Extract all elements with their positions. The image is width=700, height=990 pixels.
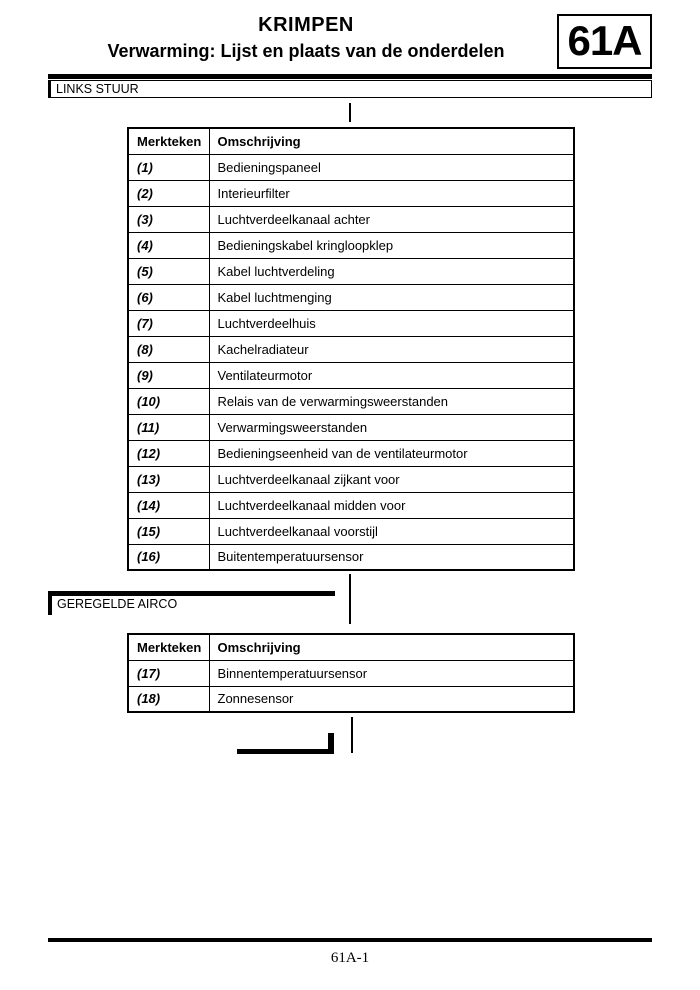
connector-line-top — [349, 103, 351, 122]
part-description: Verwarmingsweerstanden — [209, 414, 574, 440]
section-label: GEREGELDE AIRCO — [57, 597, 178, 611]
part-mark: (5) — [128, 258, 209, 284]
part-mark: (15) — [128, 518, 209, 544]
section-banner-geregelde-airco — [48, 591, 335, 615]
part-description: Luchtverdeelkanaal voorstijl — [209, 518, 574, 544]
part-description: Luchtverdeelkanaal zijkant voor — [209, 466, 574, 492]
table-row — [128, 388, 574, 414]
column-header-merkteken: Merkteken — [128, 634, 209, 660]
table-row — [128, 660, 574, 686]
table-row — [128, 414, 574, 440]
part-description: Bedieningspaneel — [209, 154, 574, 180]
table-row — [128, 492, 574, 518]
part-mark: (10) — [128, 388, 209, 414]
part-description: Ventilateurmotor — [209, 362, 574, 388]
section-label: LINKS STUUR — [56, 82, 139, 96]
section-banner-links-stuur — [48, 80, 652, 98]
page-title: Verwarming: Lijst en plaats van de onderdelen — [107, 41, 505, 61]
part-description: Interieurfilter — [209, 180, 574, 206]
table-row — [128, 284, 574, 310]
part-mark: (4) — [128, 232, 209, 258]
table-row — [128, 466, 574, 492]
part-description: Bedieningseenheid van de ventilateurmotor — [209, 440, 574, 466]
connector-line-bottom — [351, 717, 353, 753]
connector-line-middle — [349, 574, 351, 624]
part-mark: (1) — [128, 154, 209, 180]
column-header-merkteken: Merkteken — [128, 128, 209, 154]
table-header-row — [128, 634, 574, 660]
figure-bracket-mark — [237, 733, 334, 754]
table-row — [128, 154, 574, 180]
part-mark: (16) — [128, 544, 209, 570]
parts-table-geregelde-airco — [127, 633, 575, 713]
footer-rule — [48, 938, 652, 942]
section-code: 61A — [567, 17, 642, 64]
table-row — [128, 336, 574, 362]
part-description: Kachelradiateur — [209, 336, 574, 362]
table-row — [128, 686, 574, 712]
table-row — [128, 206, 574, 232]
part-mark: (14) — [128, 492, 209, 518]
part-mark: (13) — [128, 466, 209, 492]
page-kicker: KRIMPEN — [258, 14, 354, 36]
column-header-omschrijving: Omschrijving — [209, 634, 574, 660]
part-description: Luchtverdeelhuis — [209, 310, 574, 336]
part-mark: (9) — [128, 362, 209, 388]
part-mark: (3) — [128, 206, 209, 232]
section-code-box — [557, 14, 652, 69]
part-description: Binnentemperatuursensor — [209, 660, 574, 686]
part-description: Kabel luchtverdeling — [209, 258, 574, 284]
table-row — [128, 310, 574, 336]
table-row — [128, 180, 574, 206]
table-row — [128, 544, 574, 570]
part-description: Luchtverdeelkanaal midden voor — [209, 492, 574, 518]
table-row — [128, 232, 574, 258]
part-mark: (11) — [128, 414, 209, 440]
part-mark: (12) — [128, 440, 209, 466]
column-header-omschrijving: Omschrijving — [209, 128, 574, 154]
part-mark: (8) — [128, 336, 209, 362]
part-description: Luchtverdeelkanaal achter — [209, 206, 574, 232]
parts-table-links-stuur — [127, 127, 575, 571]
part-mark: (17) — [128, 660, 209, 686]
part-description: Bedieningskabel kringloopklep — [209, 232, 574, 258]
part-mark: (7) — [128, 310, 209, 336]
page-number: 61A-1 — [330, 950, 370, 966]
table-row — [128, 258, 574, 284]
part-description: Kabel luchtmenging — [209, 284, 574, 310]
part-description: Zonnesensor — [209, 686, 574, 712]
table-row — [128, 440, 574, 466]
part-mark: (18) — [128, 686, 209, 712]
header-divider-rule — [48, 74, 652, 79]
table-header-row — [128, 128, 574, 154]
part-mark: (2) — [128, 180, 209, 206]
table-row — [128, 518, 574, 544]
part-description: Buitentemperatuursensor — [209, 544, 574, 570]
table-row — [128, 362, 574, 388]
part-description: Relais van de verwarmingsweerstanden — [209, 388, 574, 414]
part-mark: (6) — [128, 284, 209, 310]
